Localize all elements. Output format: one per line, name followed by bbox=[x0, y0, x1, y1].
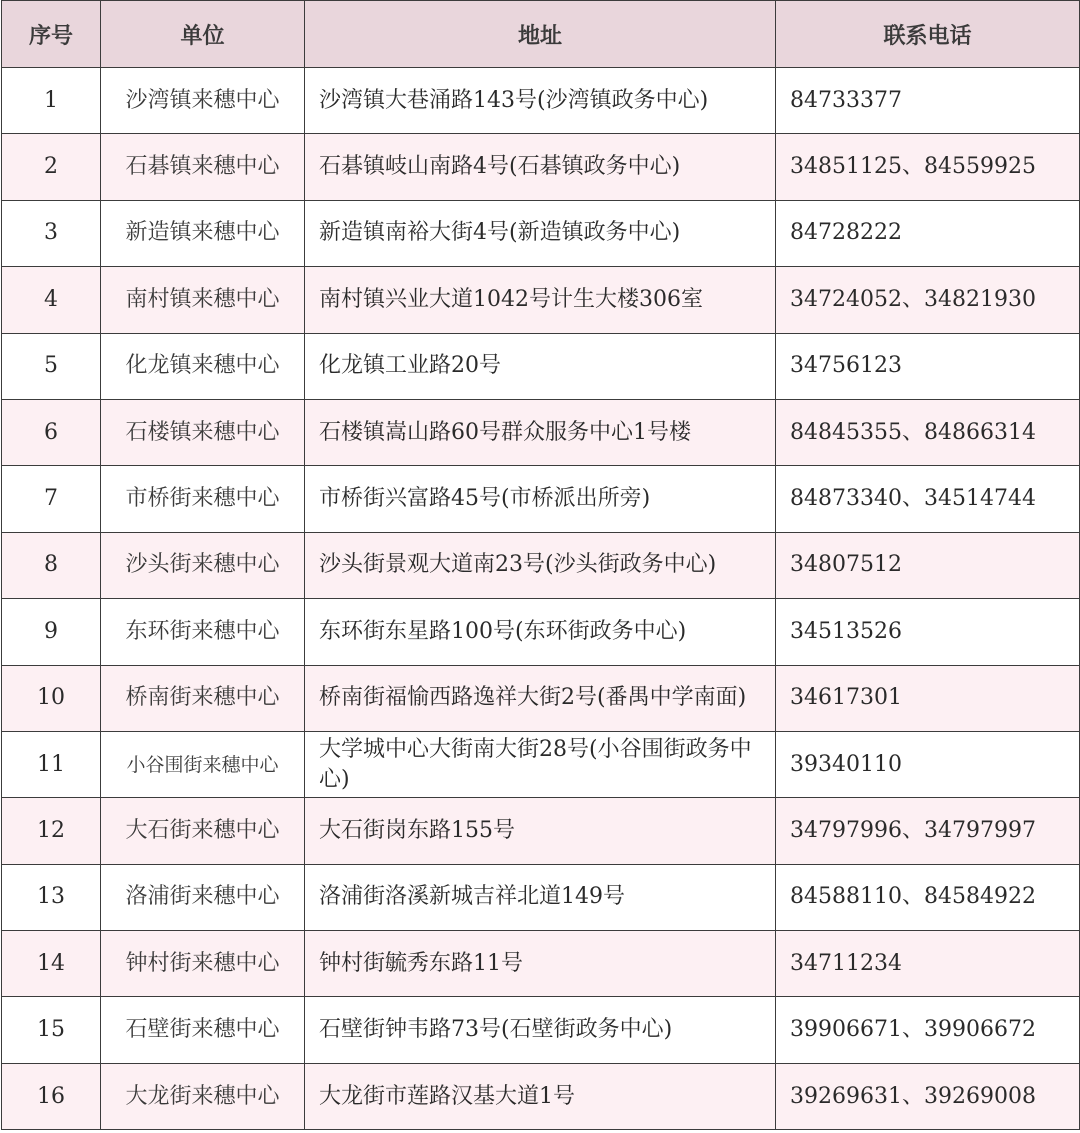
row-phone: 34617301 bbox=[776, 665, 1080, 731]
table-row bbox=[2, 68, 1080, 134]
row-unit: 南村镇来穗中心 bbox=[101, 267, 305, 333]
row-index: 10 bbox=[2, 665, 101, 731]
table-row bbox=[2, 665, 1080, 731]
table-row bbox=[2, 931, 1080, 997]
row-index: 4 bbox=[2, 267, 101, 333]
row-address: 沙头街景观大道南23号(沙头街政务中心) bbox=[305, 532, 776, 598]
row-phone: 34807512 bbox=[776, 532, 1080, 598]
row-address: 钟村街毓秀东路11号 bbox=[305, 931, 776, 997]
row-unit: 化龙镇来穗中心 bbox=[101, 333, 305, 399]
row-address: 大石街岗东路155号 bbox=[305, 798, 776, 864]
row-address: 石壁街钟韦路73号(石壁街政务中心) bbox=[305, 997, 776, 1063]
table-row bbox=[2, 200, 1080, 266]
row-unit: 市桥街来穗中心 bbox=[101, 466, 305, 532]
row-phone: 34513526 bbox=[776, 599, 1080, 665]
row-phone: 34797996、34797997 bbox=[776, 798, 1080, 864]
row-unit: 桥南街来穗中心 bbox=[101, 665, 305, 731]
table-row bbox=[2, 997, 1080, 1063]
row-index: 3 bbox=[2, 200, 101, 266]
row-index: 13 bbox=[2, 864, 101, 930]
row-address: 桥南街福愉西路逸祥大街2号(番禺中学南面) bbox=[305, 665, 776, 731]
row-address: 南村镇兴业大道1042号计生大楼306室 bbox=[305, 267, 776, 333]
table-row bbox=[2, 599, 1080, 665]
table-row bbox=[2, 399, 1080, 465]
row-phone: 34724052、34821930 bbox=[776, 267, 1080, 333]
row-phone: 39269631、39269008 bbox=[776, 1063, 1080, 1129]
row-unit: 沙湾镇来穗中心 bbox=[101, 68, 305, 134]
header-phone: 联系电话 bbox=[776, 1, 1080, 68]
row-index: 14 bbox=[2, 931, 101, 997]
row-unit: 钟村街来穗中心 bbox=[101, 931, 305, 997]
header-address: 地址 bbox=[305, 1, 776, 68]
row-unit: 沙头街来穗中心 bbox=[101, 532, 305, 598]
row-index: 16 bbox=[2, 1063, 101, 1129]
row-address: 市桥街兴富路45号(市桥派出所旁) bbox=[305, 466, 776, 532]
table-row bbox=[2, 731, 1080, 797]
row-phone: 34711234 bbox=[776, 931, 1080, 997]
row-index: 8 bbox=[2, 532, 101, 598]
row-unit: 石壁街来穗中心 bbox=[101, 997, 305, 1063]
row-phone: 39340110 bbox=[776, 731, 1080, 797]
row-index: 12 bbox=[2, 798, 101, 864]
row-phone: 34756123 bbox=[776, 333, 1080, 399]
row-unit: 东环街来穗中心 bbox=[101, 599, 305, 665]
table-row bbox=[2, 1063, 1080, 1129]
row-unit: 大石街来穗中心 bbox=[101, 798, 305, 864]
row-index: 9 bbox=[2, 599, 101, 665]
table-row bbox=[2, 798, 1080, 864]
row-address: 大学城中心大街南大街28号(小谷围街政务中心) bbox=[305, 731, 776, 797]
table-row bbox=[2, 267, 1080, 333]
row-address: 化龙镇工业路20号 bbox=[305, 333, 776, 399]
table-row bbox=[2, 333, 1080, 399]
row-phone: 84728222 bbox=[776, 200, 1080, 266]
row-unit: 大龙街来穗中心 bbox=[101, 1063, 305, 1129]
row-address: 洛浦街洛溪新城吉祥北道149号 bbox=[305, 864, 776, 930]
row-index: 5 bbox=[2, 333, 101, 399]
row-phone: 84733377 bbox=[776, 68, 1080, 134]
row-index: 11 bbox=[2, 731, 101, 797]
table-row bbox=[2, 134, 1080, 200]
header-index: 序号 bbox=[2, 1, 101, 68]
row-phone: 39906671、39906672 bbox=[776, 997, 1080, 1063]
header-unit: 单位 bbox=[101, 1, 305, 68]
row-unit: 新造镇来穗中心 bbox=[101, 200, 305, 266]
row-phone: 84845355、84866314 bbox=[776, 399, 1080, 465]
row-phone: 84588110、84584922 bbox=[776, 864, 1080, 930]
row-index: 1 bbox=[2, 68, 101, 134]
row-address: 大龙街市莲路汉基大道1号 bbox=[305, 1063, 776, 1129]
table-header-row bbox=[2, 1, 1080, 68]
row-address: 石碁镇岐山南路4号(石碁镇政务中心) bbox=[305, 134, 776, 200]
row-phone: 84873340、34514744 bbox=[776, 466, 1080, 532]
row-unit: 洛浦街来穗中心 bbox=[101, 864, 305, 930]
row-index: 6 bbox=[2, 399, 101, 465]
row-address: 新造镇南裕大街4号(新造镇政务中心) bbox=[305, 200, 776, 266]
row-index: 15 bbox=[2, 997, 101, 1063]
row-phone: 34851125、84559925 bbox=[776, 134, 1080, 200]
row-unit: 石楼镇来穗中心 bbox=[101, 399, 305, 465]
row-address: 沙湾镇大巷涌路143号(沙湾镇政务中心) bbox=[305, 68, 776, 134]
row-unit: 石碁镇来穗中心 bbox=[101, 134, 305, 200]
row-address: 石楼镇嵩山路60号群众服务中心1号楼 bbox=[305, 399, 776, 465]
row-index: 2 bbox=[2, 134, 101, 200]
row-unit: 小谷围街来穗中心 bbox=[101, 731, 305, 797]
service-center-table bbox=[1, 0, 1080, 1130]
table-row bbox=[2, 466, 1080, 532]
table-row bbox=[2, 864, 1080, 930]
row-index: 7 bbox=[2, 466, 101, 532]
row-address: 东环街东星路100号(东环街政务中心) bbox=[305, 599, 776, 665]
table-row bbox=[2, 532, 1080, 598]
